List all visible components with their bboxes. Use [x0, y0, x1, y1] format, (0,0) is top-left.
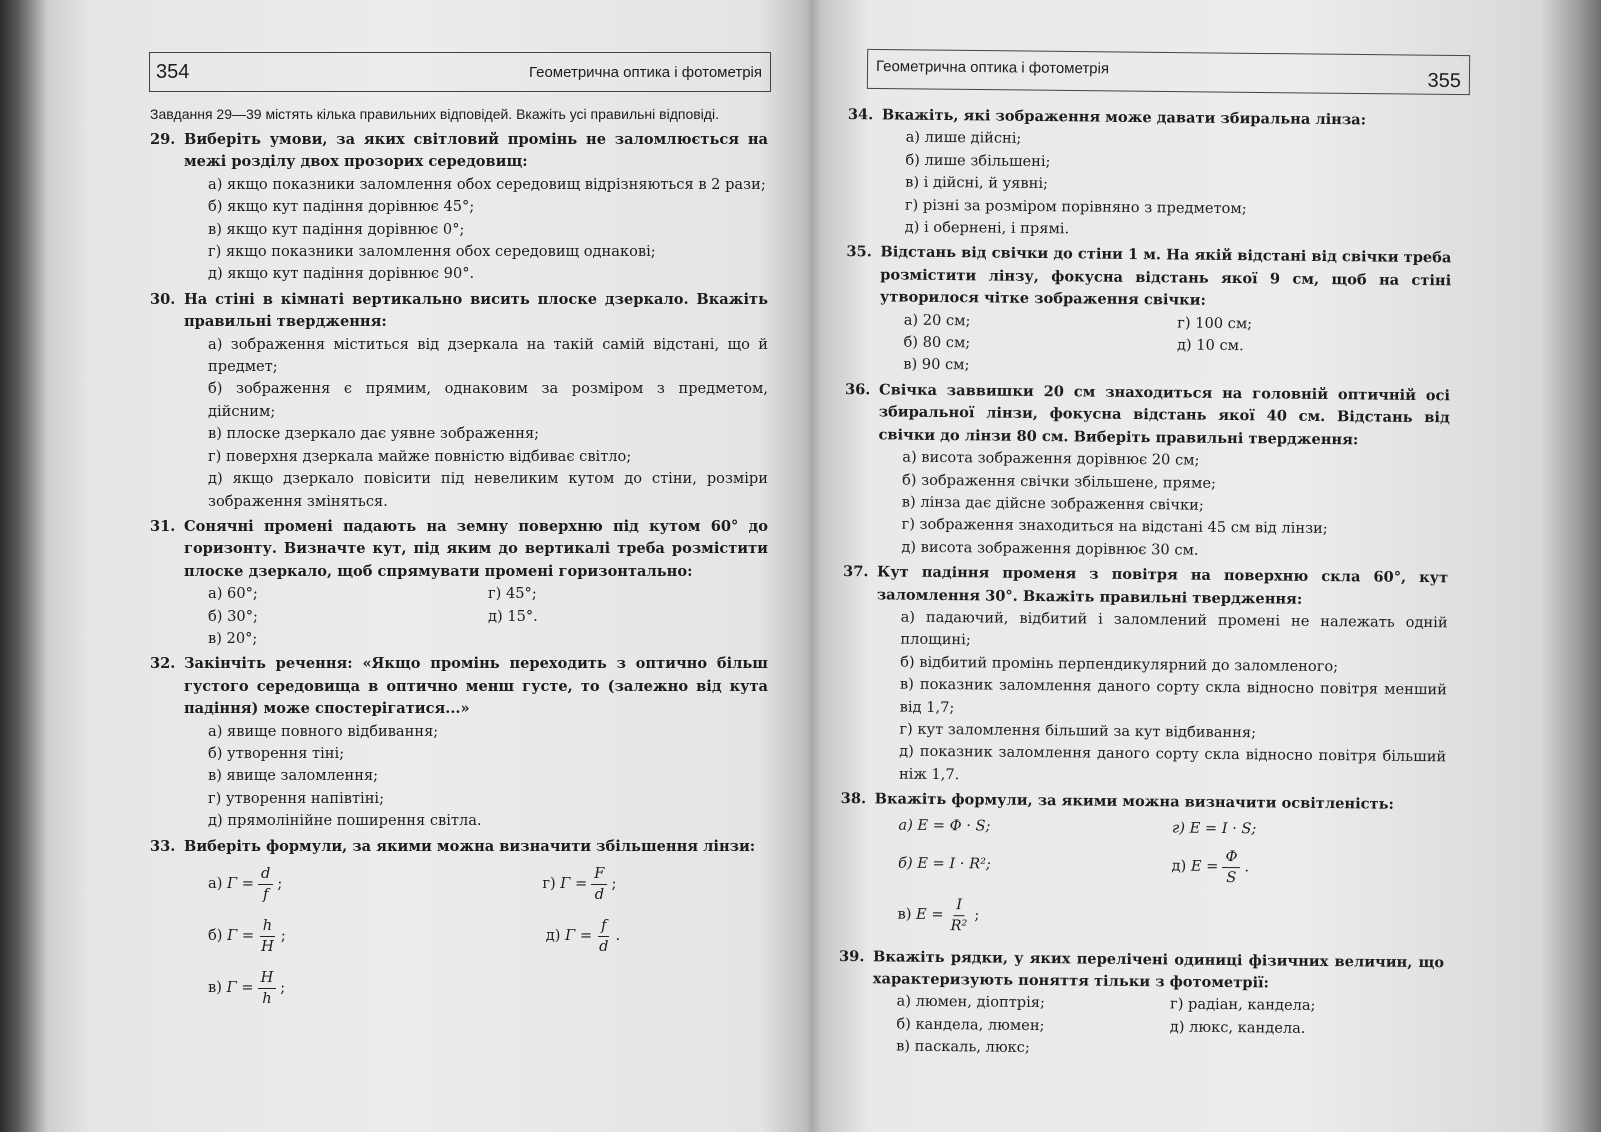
- answer-option: а) люмен, діоптрія;: [896, 992, 1046, 1012]
- left-page-content: [150, 104, 768, 1017]
- formula-lhs: Γ =: [227, 926, 255, 944]
- answer-option: б) E = I · R²;: [897, 854, 991, 873]
- formula-label: д): [545, 926, 561, 944]
- numerator: f: [598, 916, 609, 937]
- formula-lhs: Γ =: [226, 978, 254, 996]
- fraction: [591, 864, 607, 905]
- formula-lhs: E =: [1190, 858, 1219, 876]
- answer-option: в) паскаль, люкс;: [896, 1037, 1030, 1057]
- question-38: [839, 788, 1446, 949]
- answer-option: г) зображення знаходиться на відстані 45 см від лінзи;: [901, 515, 1328, 538]
- answer-option: д) показник заломлення даного сорту скла відносно повітря більший ніж 1,7.: [898, 742, 1447, 783]
- denominator: S: [1226, 869, 1237, 887]
- answer-option: б) зображення є прямим, однаковим за розміром з предметом, дійсним;: [208, 380, 768, 420]
- answer-option: г) поверхня дзеркала майже повністю відбиває світло;: [208, 447, 632, 465]
- denominator: h: [262, 989, 272, 1007]
- formula-end: ;: [611, 874, 617, 892]
- formula-end: ;: [277, 874, 283, 892]
- question-30: [150, 289, 768, 513]
- denominator: f: [263, 885, 269, 903]
- answer-option: г) 45°;: [488, 585, 537, 603]
- question-text: Свічка заввишки 20 см знаходиться на головній оптичній осі збиральної лінзи, фокусна відстань якої 40 см. Відстань від свічки до лінзи 80 см. Виберіть правильні твердження:: [878, 381, 1451, 449]
- formula-end: ;: [280, 978, 286, 996]
- question-text: Виберіть умови, за яких світловий промінь не заломлюється на межі розділу двох прозорих середовищ:: [184, 131, 768, 171]
- question-text: Закінчіть речення: «Якщо промінь переходить з оптично більш густого середовища в оптично менш густе, то (залежно від кута падіння) може спостерігатися...»: [184, 655, 768, 718]
- answer-option: в) якщо кут падіння дорівнює 0°;: [208, 220, 465, 238]
- question-34: [847, 104, 1453, 245]
- answer-option: а) 20 см;: [903, 311, 971, 329]
- right-page-header: [867, 49, 1470, 95]
- answer-option: а) висота зображення дорівнює 20 см;: [902, 448, 1200, 469]
- question-37: [841, 561, 1448, 791]
- answer-option: б) лише збільшені;: [905, 151, 1051, 170]
- answer-option: а) 60°;: [208, 585, 258, 603]
- denominator: d: [594, 885, 605, 903]
- question-number: 35.: [846, 243, 872, 261]
- question-35: [845, 241, 1451, 382]
- question-39: [838, 946, 1444, 1064]
- question-32: [150, 653, 768, 832]
- formula-lhs: Γ =: [560, 874, 588, 892]
- answer-option: а) падаючий, відбитий і заломлений промені не належать одній площині;: [900, 608, 1448, 649]
- answer-option: д) і обернені, і прямі.: [904, 218, 1070, 238]
- answer-option: б) 80 см;: [903, 333, 971, 352]
- answer-option: г) E = I · S;: [1171, 819, 1257, 838]
- formula-label: г): [542, 874, 556, 892]
- right-page-content: [838, 104, 1453, 1067]
- answer-option: д) 10 см.: [1176, 336, 1244, 355]
- answer-option: г) 100 см;: [1177, 314, 1253, 332]
- answer-option: в) явище заломлення;: [208, 767, 379, 785]
- question-number: 31.: [150, 517, 176, 535]
- left-page: [140, 0, 780, 1132]
- fraction: [1222, 847, 1240, 888]
- question-number: 34.: [847, 105, 874, 124]
- answer-option: б) зображення свічки збільшене, пряме;: [901, 471, 1217, 492]
- formula-end: ;: [280, 926, 286, 944]
- fraction: [258, 864, 273, 905]
- answer-option: б) відбитий промінь перпендикулярний до заломленого;: [900, 653, 1339, 675]
- answer-option: а) лише дійсні;: [905, 129, 1022, 148]
- answer-option: б) 30°;: [208, 607, 258, 625]
- question-text: Відстань від свічки до стіни 1 м. На якій відстані від свічки треба розмістити лінзу, фокусна відстань якої 9 см, щоб на стіні утворилося чітке зображення свічки:: [879, 243, 1452, 310]
- formula-label: в): [897, 905, 912, 924]
- question-number: 39.: [838, 947, 865, 965]
- formula-label: б): [208, 926, 223, 944]
- answer-option: д) висота зображення дорівнює 30 см.: [901, 538, 1199, 559]
- running-title: Геометрична оптика і фотометрія: [529, 64, 762, 81]
- denominator: d: [599, 937, 609, 955]
- formula-label: в): [208, 978, 222, 996]
- formula-label: д): [1171, 857, 1187, 875]
- answer-option: в) лінза дає дійсне зображення свічки;: [901, 493, 1204, 514]
- answer-option: г) кут заломлення більший за кут відбивання;: [899, 720, 1257, 742]
- question-number: 37.: [843, 563, 869, 581]
- question-33: [150, 836, 768, 1014]
- question-number: 29.: [150, 131, 176, 148]
- question-text: Кут падіння променя з повітря на поверхню скла 60°, кут заломлення 30°. Вкажіть правильні твердження:: [876, 563, 1449, 608]
- question-31: [150, 516, 768, 650]
- answer-option: б) утворення тіні;: [208, 744, 345, 762]
- answer-option: б) якщо кут падіння дорівнює 45°;: [208, 198, 475, 216]
- answer-option: в) показник заломлення даного сорту скла відносно повітря менший від 1,7;: [899, 675, 1447, 716]
- answer-option: д) люкс, кандела.: [1169, 1018, 1306, 1037]
- instructions: Завдання 29—39 містять кілька правильних відповідей. Вкажіть усі правильні відповіді.: [150, 106, 719, 122]
- formula-end: .: [615, 926, 621, 944]
- formula-label: а): [208, 874, 223, 892]
- left-page-header: [149, 52, 771, 92]
- answer-option: в) 20°;: [208, 629, 258, 647]
- question-number: 30.: [150, 290, 176, 308]
- numerator: h: [260, 916, 275, 937]
- answer-option: д) прямолінійне поширення світла.: [208, 812, 482, 830]
- answer-option: а) якщо показники заломлення обох середовищ відрізняються в 2 рази;: [208, 175, 766, 193]
- answer-option: в) плоске дзеркало дає уявне зображення;: [208, 425, 540, 443]
- page-number: 354: [156, 61, 190, 83]
- question-text: Вкажіть формули, за якими можна визначити освітленість:: [874, 790, 1395, 813]
- answer-option: д) 15°.: [488, 607, 538, 625]
- fraction: [258, 916, 277, 957]
- numerator: F: [591, 864, 607, 885]
- running-title: Геометрична оптика і фотометрія: [875, 57, 1110, 78]
- answer-option: а) явище повного відбивання;: [208, 722, 439, 740]
- question-text: Вкажіть, які зображення може давати збиральна лінза:: [881, 106, 1367, 129]
- question-29: [150, 129, 768, 286]
- answer-option: в) і дійсні, й уявні;: [905, 173, 1049, 193]
- question-text: Вкажіть рядки, у яких перелічені одиниці фізичних величин, що характеризують поняття тільки з фотометрії:: [872, 947, 1445, 992]
- answer-option: д) якщо дзеркало повісити під невеликим кутом до стіни, розміри зображення зміняться.: [208, 470, 768, 510]
- question-number: 38.: [840, 790, 867, 808]
- answer-option: а) E = Φ · S;: [898, 816, 991, 835]
- answer-option: г) якщо показники заломлення обох середовищ однакові;: [208, 243, 656, 261]
- formula-end: ;: [974, 906, 980, 924]
- formula-lhs: Γ =: [227, 874, 255, 892]
- answer-option: г) різні за розміром порівняно з предметом;: [904, 196, 1247, 217]
- numerator: H: [258, 968, 277, 989]
- answer-option: д) якщо кут падіння дорівнює 90°.: [208, 265, 475, 283]
- page-number: 355: [1427, 69, 1462, 93]
- question-text: На стіні в кімнаті вертикально висить плоске дзеркало. Вкажіть правильні твердження:: [184, 290, 768, 331]
- question-number: 33.: [150, 837, 176, 855]
- question-number: 32.: [150, 655, 176, 673]
- formula-end: .: [1244, 858, 1250, 876]
- fraction: [596, 916, 611, 957]
- question-text: Виберіть формули, за якими можна визначити збільшення лінзи:: [184, 837, 756, 855]
- answer-option: г) радіан, кандела;: [1170, 995, 1316, 1015]
- numerator: d: [258, 864, 273, 885]
- fraction: [947, 895, 970, 936]
- numerator: Φ: [1222, 847, 1240, 868]
- right-page: [838, 0, 1470, 1132]
- denominator: R²: [950, 917, 968, 935]
- answer-option: в) 90 см;: [903, 356, 970, 374]
- formula-lhs: Γ =: [565, 926, 593, 944]
- answer-option: б) кандела, люмен;: [896, 1015, 1045, 1034]
- numerator: I: [953, 895, 965, 916]
- question-36: [843, 379, 1450, 565]
- question-text: Сонячні промені падають на земну поверхню під кутом 60° до горизонту. Визначте кут, під яким до вертикалі треба розмістити плоске дзеркало, щоб спрямувати промені горизонтально:: [184, 517, 768, 580]
- denominator: H: [261, 937, 274, 955]
- answer-option: г) утворення напівтіні;: [208, 789, 385, 807]
- formula-lhs: E =: [915, 906, 944, 924]
- answer-option: а) зображення міститься від дзеркала на такій самій відстані, що й предмет;: [208, 335, 768, 376]
- fraction: [258, 968, 277, 1009]
- question-number: 36.: [844, 380, 871, 399]
